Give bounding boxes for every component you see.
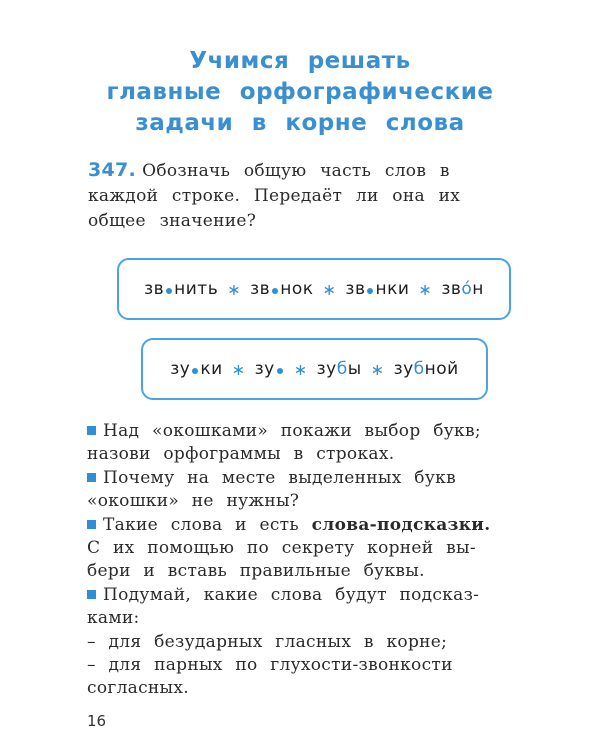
word-4 [394, 359, 459, 379]
asterisk-separator: ∗ [231, 359, 246, 379]
instruction-line-1 [88, 158, 548, 184]
word-box-tooth [141, 338, 488, 400]
word-2 [255, 359, 285, 379]
bullet-4-line-1 [87, 584, 557, 607]
word-box-ring [117, 258, 511, 320]
word-part: ы [347, 359, 362, 379]
word-part: н [472, 279, 484, 299]
word-part: зу [254, 359, 275, 379]
asterisk-separator: ∗ [370, 359, 385, 379]
word-part: нок [280, 279, 314, 299]
word-part: зу [316, 359, 337, 379]
exercise-instruction [88, 158, 548, 234]
bullet-3-line-1 [87, 514, 557, 537]
word-part: ки [200, 359, 223, 379]
instruction-text-1: Обозначь общую часть слов в [142, 161, 450, 181]
highlighted-letter: о́ [461, 279, 473, 299]
lesson-title [0, 46, 600, 139]
bullet-3-line-3: бери и вставь правильные буквы. [87, 561, 425, 582]
asterisk-separator: ∗ [322, 279, 337, 299]
word-3 [345, 279, 409, 299]
bullet-1-line-2: назови орфограммы в строках. [87, 444, 395, 465]
task-bullets [87, 420, 557, 701]
highlighted-letter: б [413, 359, 425, 379]
bullet-3-line-2: С их помощью по секрету корней вы- [87, 538, 476, 559]
letter-window-dot [272, 288, 278, 294]
letter-window-dot [166, 288, 172, 294]
word-3 [317, 359, 362, 379]
bullet-4-line-3: – для безударных гласных в корне; [87, 631, 448, 652]
word-part: зу [170, 359, 191, 379]
word-part: зу [393, 359, 414, 379]
word-part: зв [441, 279, 462, 299]
bullet-2-line-1 [87, 467, 557, 490]
bullet-text: Такие слова и есть [103, 514, 312, 535]
asterisk-separator: ∗ [293, 359, 308, 379]
word-part: нки [375, 279, 410, 299]
title-line-3: задачи в корне слова [135, 110, 465, 136]
title-line-1: Учимся решать [189, 48, 411, 74]
bullet-text: Подумай, какие слова будут подсказ- [103, 584, 480, 605]
bullet-square-icon [87, 590, 96, 599]
instruction-line-3: общее значение? [88, 211, 257, 231]
word-part: нить [174, 279, 219, 299]
word-2 [250, 279, 313, 299]
bullet-4-line-5: согласных. [87, 678, 189, 699]
highlighted-letter: б [336, 359, 348, 379]
bullet-square-icon [87, 473, 96, 482]
word-1 [144, 279, 218, 299]
word-part: зв [144, 279, 165, 299]
word-4 [441, 279, 484, 299]
bullet-square-icon [87, 426, 96, 435]
instruction-line-2: каждой строке. Передаёт ли она их [88, 186, 461, 206]
word-1 [170, 359, 222, 379]
bullet-square-icon [87, 520, 96, 529]
bullet-4-line-4: – для парных по глухости-звонкости [87, 655, 453, 676]
bullet-2-line-2: «окошки» не нужны? [87, 491, 300, 512]
letter-window-dot [192, 368, 198, 374]
exercise-number: 347. [88, 159, 137, 181]
asterisk-separator: ∗ [418, 279, 433, 299]
word-part: зв [345, 279, 366, 299]
title-line-2: главные орфографические [106, 79, 494, 105]
page-number: 16 [87, 712, 107, 730]
word-part: ной [424, 359, 459, 379]
bullet-1-line-1 [87, 420, 557, 443]
word-part: зв [250, 279, 271, 299]
letter-window-dot [277, 368, 283, 374]
bold-term: слова-подсказки. [311, 514, 491, 535]
asterisk-separator: ∗ [227, 279, 242, 299]
bullet-text: Над «окошками» покажи выбор букв; [103, 421, 481, 441]
bullet-text: Почему на месте выделенных букв [103, 467, 456, 488]
letter-window-dot [367, 288, 373, 294]
bullet-4-line-2: ками: [87, 608, 140, 629]
